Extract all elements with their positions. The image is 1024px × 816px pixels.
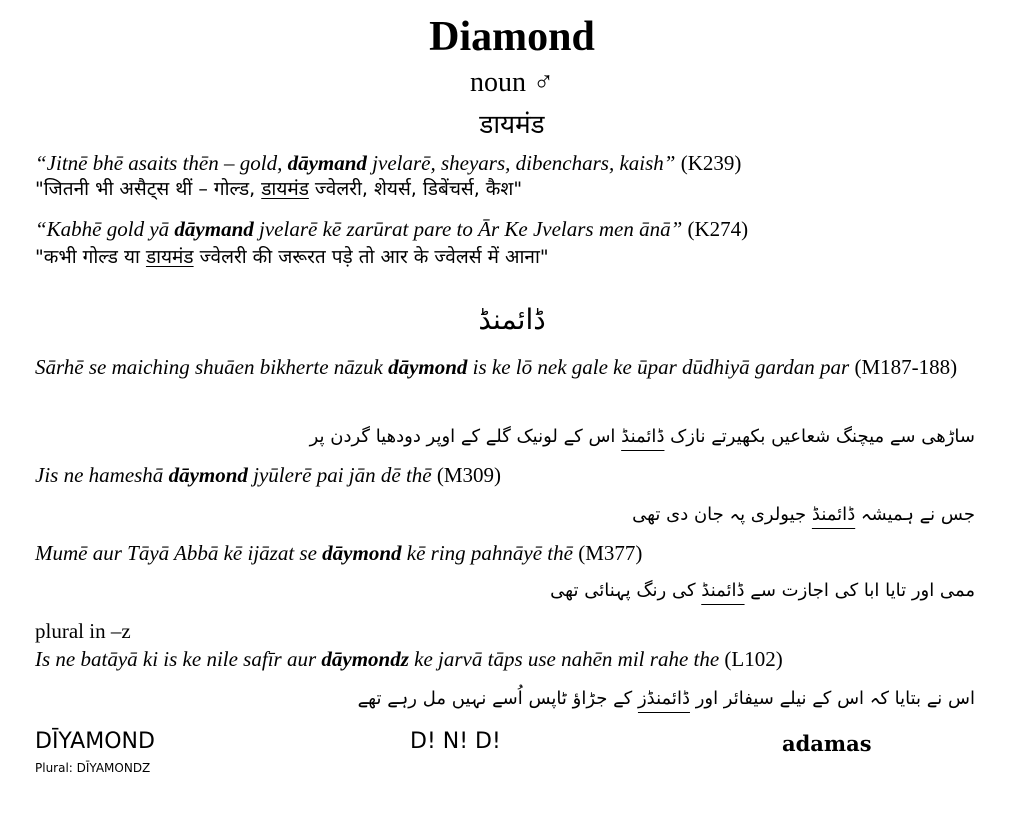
- pronunciation-form: DĪYAMOND: [35, 729, 155, 754]
- keyword: डायमंड: [261, 178, 309, 200]
- sign-notation: D! N! D!: [410, 729, 501, 754]
- example-text: ساڑھی سے میچنگ شعاعیں بکھیرتے نازک: [664, 426, 975, 447]
- example-text: ज्वेलरी, शेयर्स, डिबेंचर्स, कैश": [308, 178, 523, 200]
- plural-label: plural in –z: [35, 619, 131, 643]
- example-m187-roman: [35, 354, 990, 380]
- example-text: "कभी गोल्ड या: [35, 246, 146, 268]
- headword: Diamond: [429, 14, 595, 60]
- example-text: ممی اور تایا ابا کی اجازت سے: [744, 580, 975, 601]
- example-m377-urdu: [35, 576, 975, 606]
- example-text: کی رنگ پہنائی تھی: [550, 580, 702, 601]
- example-text: kē ring pahnāyē thē: [401, 541, 573, 565]
- example-m377-roman: [35, 540, 990, 566]
- urdu-headword: ڈائمنڈ: [478, 303, 546, 336]
- example-text: اس نے بتایا کہ اس کے نیلے سیفائر اور: [689, 688, 975, 709]
- example-text: Sārhē se maiching shuāen bikherte nāzuk: [35, 355, 389, 379]
- pronunciation-plural: Plural: DĪYAMONDZ: [35, 761, 151, 775]
- example-k239-devanagari: [35, 176, 990, 202]
- example-m309-urdu: [35, 500, 975, 530]
- example-l102-roman: [35, 646, 990, 672]
- example-text: Mumē aur Tāyā Abbā kē ijāzat se: [35, 541, 323, 565]
- example-text: jvelarē kē zarūrat pare to Ār Ke Jvelars men ānā”: [253, 217, 683, 241]
- example-text: کے جڑاؤ ٹاپس اُسے نہیں مل رہے تھے: [357, 688, 638, 709]
- keyword: ڈائمنڈ: [701, 580, 745, 601]
- example-text: Jis ne hameshā: [35, 463, 169, 487]
- example-text: جیولری پہ جان دی تھی: [632, 504, 812, 525]
- citation-ref: (M377): [572, 541, 643, 565]
- keyword: dāymand: [174, 217, 254, 241]
- part-of-speech: noun ♂: [470, 67, 554, 98]
- example-text: is ke lō nek gale ke ūpar dūdhiyā gardan par: [467, 355, 850, 379]
- citation-ref: (M187-188): [849, 355, 958, 379]
- keyword: dāymand: [287, 151, 367, 175]
- citation-ref: (M309): [431, 463, 502, 487]
- keyword: ڈائمنڈ: [621, 426, 665, 447]
- citation-ref: (L102): [719, 647, 783, 671]
- citation-ref: (K239): [675, 151, 742, 175]
- example-m309-roman: [35, 462, 990, 488]
- example-text: jvelarē, sheyars, dibenchars, kaish”: [366, 151, 676, 175]
- devanagari-headword: डायमंड: [479, 110, 545, 140]
- example-text: اس کے لونیک گلے کے اوپر دودھیا گردن پر: [309, 426, 622, 447]
- keyword: ڈائمنڈز: [637, 688, 690, 709]
- example-k274-roman: [35, 216, 990, 242]
- keyword: ڈائمنڈ: [811, 504, 856, 525]
- example-text: ke jarvā tāps use nahēn mil rahe the: [408, 647, 720, 671]
- example-text: “Jitnē bhē asaits thēn – gold,: [35, 151, 288, 175]
- example-text: ज्वेलरी की जरूरत पड़े तो आर के ज्वेलर्स में आना": [193, 246, 549, 268]
- citation-ref: (K274): [682, 217, 749, 241]
- keyword: dāymond: [168, 463, 248, 487]
- keyword: dāymond: [388, 355, 468, 379]
- keyword: dāymond: [322, 541, 402, 565]
- example-m187-urdu: [35, 422, 975, 452]
- example-text: jyūlerē pai jān dē thē: [247, 463, 432, 487]
- example-text: Is ne batāyā ki is ke nile safīr aur: [35, 647, 322, 671]
- example-l102-urdu: [35, 684, 975, 714]
- example-text: "जितनी भी असैट्स थीं – गोल्ड,: [35, 178, 262, 200]
- keyword: डायमंड: [145, 246, 194, 268]
- example-k239-roman: [35, 150, 990, 176]
- keyword: dāymondz: [321, 647, 409, 671]
- etymology: adamas: [782, 731, 872, 756]
- example-text: “Kabhē gold yā: [35, 217, 175, 241]
- example-text: جس نے ہمیشہ: [855, 504, 975, 525]
- example-k274-devanagari: [35, 244, 990, 270]
